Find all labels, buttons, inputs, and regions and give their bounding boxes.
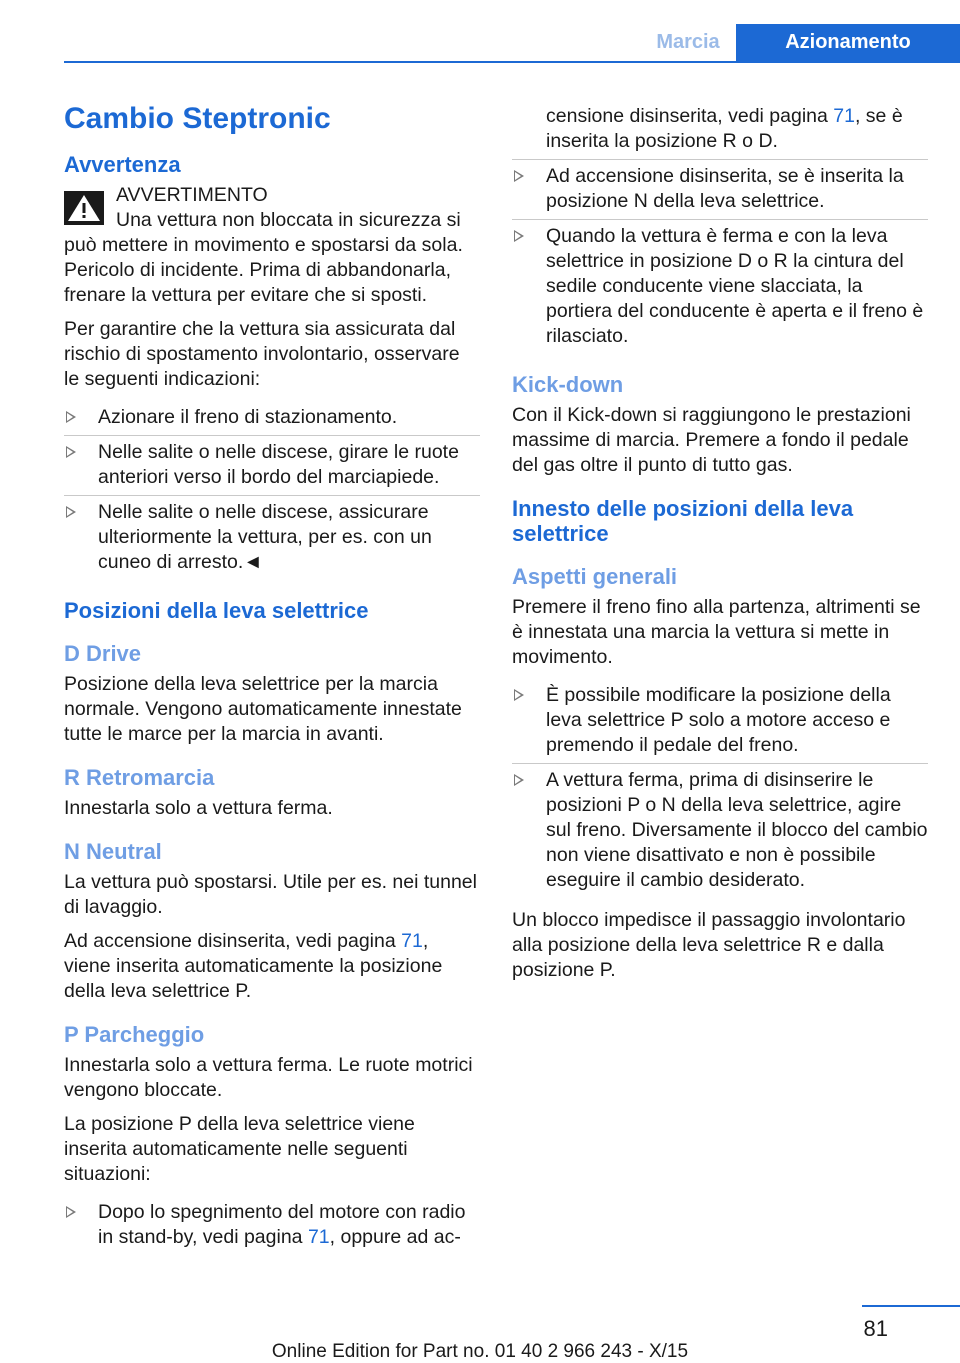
general-text: Premere il freno fino alla partenza, altrimenti se è innestata una marcia la vettura si mette in movimento. — [512, 596, 921, 668]
subheading-reverse: R Retromarcia — [64, 765, 215, 790]
park-list — [64, 1196, 480, 1255]
warning-text-rest: può mettere in movimento e spostarsi da sola. Pericolo di incidente. Prima di abbandonarla, frenare la vettura per evitare che si sposti. — [64, 234, 463, 306]
reverse-text: Innestarla solo a vettura ferma. — [64, 797, 333, 819]
warning-block — [64, 183, 480, 308]
page-link[interactable]: 71 — [307, 1226, 330, 1248]
intro-text: Per garantire che la vettura sia assicurata dal rischio di spostamento involontario, osservare le seguenti indicazioni: — [64, 318, 460, 390]
subheading-neutral: N Neutral — [64, 839, 162, 864]
triangle-bullet-icon — [66, 506, 76, 518]
park-text-2: La posizione P della leva selettrice viene inserita automaticamente nelle seguenti situazioni: — [64, 1113, 415, 1185]
list-item — [512, 764, 928, 898]
list-item-text: Nelle salite o nelle discese, girare le ruote anteriori verso il bordo del marciapiede. — [98, 441, 459, 488]
left-column — [64, 100, 480, 1265]
triangle-bullet-icon — [514, 689, 524, 701]
triangle-bullet-icon — [66, 446, 76, 458]
list-item — [512, 679, 928, 764]
subheading-drive: D Drive — [64, 641, 142, 666]
intro-list — [64, 401, 480, 580]
page-link[interactable]: 71 — [833, 105, 855, 127]
neutral-text: La vettura può spostarsi. Utile per es. nei tunnel di lavaggio. — [64, 871, 477, 918]
block-text: Un blocco impedisce il passaggio involontario alla posizione della leva selettrice R e dalla posizione P. — [512, 909, 906, 981]
list-item-text: A vettura ferma, prima di disinserire le posizioni P o N della leva selettrice, agire sul freno. Diversamente il blocco del cambio non viene disattivato e non è possibile eseguire il cambio desiderato. — [546, 769, 928, 891]
section-heading-engaging: Innesto delle posizioni della leva selettrice — [512, 496, 854, 546]
header-rule — [64, 61, 960, 63]
page-title: Cambio Steptronic — [64, 102, 331, 135]
park-list-continued — [512, 104, 928, 354]
triangle-bullet-icon — [66, 411, 76, 423]
subheading-kickdown: Kick-down — [512, 372, 624, 397]
page-number: 81 — [863, 1316, 888, 1341]
warning-label: AVVERTIMENTO — [116, 184, 268, 206]
header-section-tab: Marcia — [640, 24, 736, 61]
list-item-text: Ad accensione disinserita, se è inserita la posizione N della leva selettrice. — [546, 165, 904, 212]
triangle-bullet-icon — [66, 1206, 76, 1218]
list-item — [512, 220, 928, 354]
list-item — [64, 401, 480, 436]
header-chapter-tab: Azionamento — [736, 24, 960, 61]
kickdown-text: Con il Kick-down si raggiungono le prestazioni massime di marcia. Premere a fondo il pedale del gas oltre il punto di tutto gas. — [512, 404, 911, 476]
section-heading-positions: Posizioni della leva selettrice — [64, 598, 369, 623]
triangle-bullet-icon — [514, 230, 524, 242]
page-number-rule — [862, 1305, 960, 1307]
list-item: Dopo lo spegnimento del motore con radio in stand-by, vedi pagina 71, oppure ad ac- — [64, 1196, 480, 1255]
list-item-text: Nelle salite o nelle discese, assicurare ulteriormente la vettura, per es. con un cuneo di arresto.◄ — [98, 501, 432, 573]
list-item-text: È possibile modificare la posizione della leva selettrice P solo a motore acceso e premendo il pedale del freno. — [546, 684, 891, 756]
neutral-text-2: Ad accensione disinserita, vedi pagina 71, viene inserita automaticamente la posizione della leva selettrice P. — [64, 930, 443, 1002]
park-text: Innestarla solo a vettura ferma. Le ruote motrici vengono bloccate. — [64, 1054, 473, 1101]
list-item — [64, 436, 480, 496]
list-item — [64, 496, 480, 580]
warning-icon — [64, 191, 104, 225]
drive-text: Posizione della leva selettrice per la marcia normale. Vengono automaticamente innestate tutte le marce per la marcia in avanti. — [64, 673, 462, 745]
edition-footer: Online Edition for Part no. 01 40 2 966 243 - X/15 — [271, 1341, 689, 1362]
subheading-general: Aspetti generali — [512, 564, 678, 589]
general-list — [512, 679, 928, 898]
list-item: censione disinserita, vedi pagina 71, se è inserita la posizione R o D. — [512, 104, 928, 160]
list-item-text: Quando la vettura è ferma e con la leva selettrice in posizione D o R la cintura del sedile conducente viene slacciata, la portiera del conducente è aperta e il freno è rilasciato. — [546, 225, 924, 347]
list-item — [512, 160, 928, 220]
page-link[interactable]: 71 — [401, 930, 423, 952]
triangle-bullet-icon — [514, 170, 524, 182]
warning-text-first: Una vettura non bloccata in sicurezza si — [116, 209, 461, 231]
right-column — [512, 104, 928, 992]
list-item-text: Azionare il freno di stazionamento. — [98, 406, 398, 428]
subheading-park: P Parcheggio — [64, 1022, 205, 1047]
triangle-bullet-icon — [514, 774, 524, 786]
warning-heading: Avvertenza — [64, 152, 181, 177]
